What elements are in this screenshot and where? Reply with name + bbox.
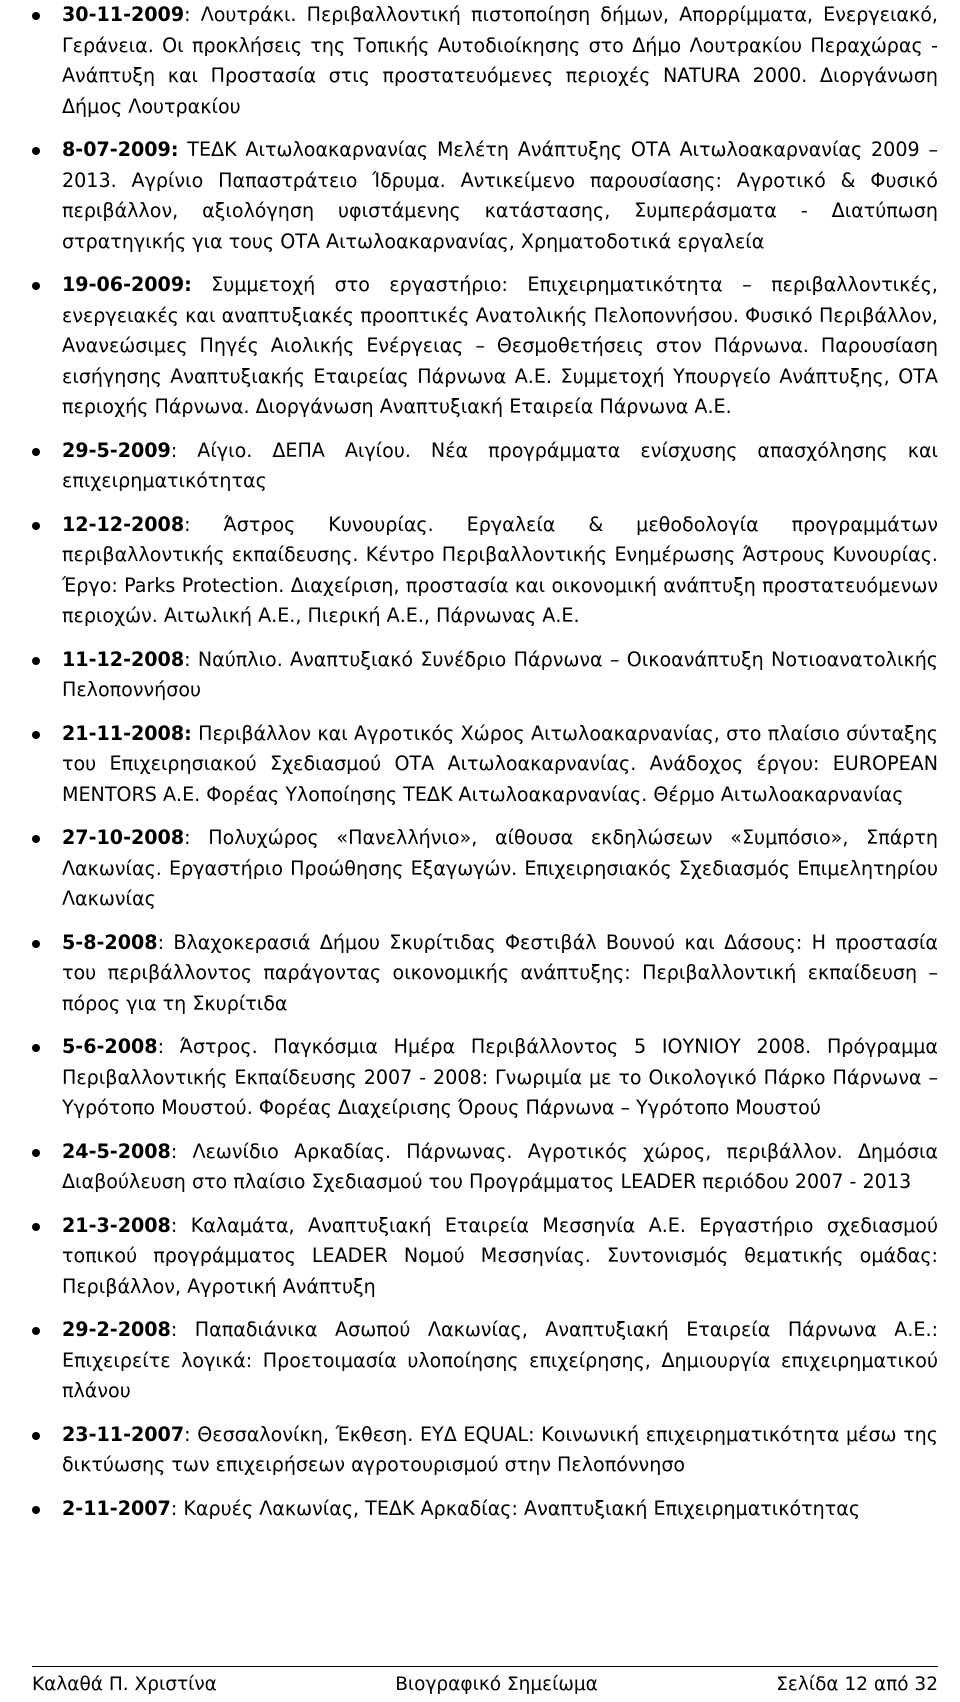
list-item — [32, 645, 938, 706]
footer-page-number: Σελίδα 12 από 32 — [776, 1674, 938, 1695]
entry-description: Συμμετοχή στο εργαστήριο: Επιχειρηματικότητα – περιβαλλοντικές, ενεργειακές και αναπτυξιακές προοπτικές Ανατολικής Πελοποννήσου. Φυσικό Περιβάλλον, Ανανεώσιμες Πηγές Αιολικής Ενέργειας – Θεσμοθετήσεις στον Πάρνωνα. Παρουσίαση εισήγησης Αναπτυξιακής Εταιρείας Πάρνωνα Α.Ε. Συμμετοχή Υπουργείο Ανάπτυξης, ΟΤΑ περιοχής Πάρνωνα. Διοργάνωση Αναπτυξιακή Εταιρεία Πάρνωνα Α.Ε. — [62, 273, 938, 418]
entry-description: : Λεωνίδιο Αρκαδίας. Πάρνωνας. Αγροτικός χώρος, περιβάλλον. Δημόσια Διαβούλευση στο πλαίσιο Σχεδιασμού του Προγράμματος LEADER περιόδου 2007 - 2013 — [62, 1139, 938, 1193]
entry-description: : Αίγιο. ΔΕΠΑ Αιγίου. Νέα προγράμματα ενίσχυσης απασχόλησης και επιχειρηματικότητας — [62, 438, 938, 492]
bullet-icon — [32, 147, 40, 155]
entry-date: 8-07-2009: — [62, 138, 179, 161]
entry-date: 30-11-2009 — [62, 3, 185, 26]
entry-date: 5-6-2008 — [62, 1035, 158, 1058]
bullet-icon — [32, 1044, 40, 1052]
footer-author: Καλαθά Π. Χριστίνα — [32, 1674, 217, 1695]
entry-date: 27-10-2008 — [62, 826, 185, 849]
entry-description: : Θεσσαλονίκη, Έκθεση. ΕΥΔ EQUAL: Κοινωνική επιχειρηματικότητα μέσω της δικτύωσης των επιχειρήσεων αγροτουρισμού στην Πελοπόννησο — [62, 1422, 938, 1476]
bullet-icon — [32, 835, 40, 843]
entry-date: 24-5-2008 — [62, 1139, 171, 1163]
page-footer — [32, 1666, 938, 1697]
list-item — [32, 1494, 938, 1525]
entry-date: 21-11-2008: — [62, 721, 192, 745]
entry-description: : Άστρος Κυνουρίας. Εργαλεία & μεθοδολογία προγραμμάτων περιβαλλοντικής εκπαίδευσης. Κέντρο Περιβαλλοντικής Ενημέρωσης Άστρους Κυνουρίας. Έργο: Parks Protection. Διαχείριση, προστασία και οικονομική ανάπτυξη προστατευόμενων περιοχών. Αιτωλική Α.Ε., Πιερική Α.Ε., Πάρνωνας Α.Ε. — [62, 512, 938, 627]
bullet-icon — [32, 657, 40, 665]
list-item — [32, 135, 938, 257]
entry-description: : Καλαμάτα, Αναπτυξιακή Εταιρεία Μεσσηνία Α.Ε. Εργαστήριο σχεδιασμού τοπικού προγράμματος LEADER Νομού Μεσσηνίας. Συντονισμός θεματικής ομάδας: Περιβάλλον, Αγροτική Ανάπτυξη — [62, 1213, 938, 1298]
entry-description: : Καρυές Λακωνίας, ΤΕΔΚ Αρκαδίας: Αναπτυξιακή Επιχειρηματικότητας — [170, 1496, 861, 1520]
list-item — [32, 823, 938, 915]
entry-description: : Παπαδιάνικα Ασωπού Λακωνίας, Αναπτυξιακή Εταιρεία Πάρνωνα Α.Ε.: Επιχειρείτε λογικά: Προετοιμασία υλοποίησης επιχείρησης, Δημιουργία επιχειρηματικού πλάνου — [62, 1318, 938, 1402]
bullet-icon — [32, 940, 40, 948]
entry-date: 29-5-2009 — [62, 438, 171, 462]
document-body — [32, 0, 938, 1537]
list-item — [32, 510, 938, 632]
entry-date: 12-12-2008 — [62, 512, 185, 536]
entry-date: 5-8-2008 — [62, 930, 158, 954]
list-item — [32, 1315, 938, 1407]
list-item — [32, 1211, 938, 1303]
entry-date: 23-11-2007 — [62, 1422, 185, 1446]
entry-description: : Άστρος. Παγκόσμια Ημέρα Περιβάλλοντος 5 ΙΟΥΝΙΟΥ 2008. Πρόγραμμα Περιβαλλοντικής Εκπαίδευσης 2007 - 2008: Γνωριμία με το Οικολογικό Πάρκο Πάρνωνα – Υγρότοπο Μουστού. Φορέας Διαχείρισης Όρους Πάρνωνα – Υγρότοπο Μουστού — [62, 1035, 938, 1119]
entry-date: 29-2-2008 — [62, 1318, 171, 1341]
list-item — [32, 1420, 938, 1481]
list-item — [32, 719, 938, 811]
entry-date: 2-11-2007 — [62, 1496, 171, 1520]
entry-description: : Βλαχοκερασιά Δήμου Σκυρίτιδας Φεστιβάλ Βουνού και Δάσους: Η προστασία του περιβάλλοντος παράγοντας οικονομικής ανάπτυξης: Περιβαλλοντική εκπαίδευση – πόρος για τη Σκυρίτιδα — [62, 930, 938, 1015]
list-item — [32, 270, 938, 423]
list-item — [32, 0, 938, 122]
bullet-icon — [32, 1432, 40, 1440]
bullet-icon — [32, 1149, 40, 1157]
entry-list — [32, 0, 938, 1524]
bullet-icon — [32, 1327, 40, 1335]
bullet-icon — [32, 1223, 40, 1231]
bullet-icon — [32, 731, 40, 739]
entry-date: 11-12-2008 — [62, 647, 185, 671]
bullet-icon — [32, 12, 40, 20]
bullet-icon — [32, 282, 40, 290]
entry-description: : Λουτράκι. Περιβαλλοντική πιστοποίηση δήμων, Απορρίμματα, Ενεργειακό, Γεράνεια. Οι προκλήσεις της Τοπικής Αυτοδιοίκησης στο Δήμο Λουτρακίου Περαχώρας - Ανάπτυξη και Προστασία στις προστατευόμενες περιοχές NATURA 2000. Διοργάνωση Δήμος Λουτρακίου — [62, 3, 938, 118]
bullet-icon — [32, 448, 40, 456]
list-item — [32, 436, 938, 497]
list-item — [32, 928, 938, 1020]
list-item — [32, 1137, 938, 1198]
entry-description: : Ναύπλιο. Αναπτυξιακό Συνέδριο Πάρνωνα – Οικοανάπτυξη Νοτιοανατολικής Πελοποννήσου — [62, 647, 938, 701]
footer-title: Βιογραφικό Σημείωμα — [395, 1674, 598, 1695]
entry-description: ΤΕΔΚ Αιτωλοακαρνανίας Μελέτη Ανάπτυξης ΟΤΑ Αιτωλοακαρνανίας 2009 – 2013. Αγρίνιο Παπαστράτειο Ίδρυμα. Αντικείμενο παρουσίασης: Αγροτικό & Φυσικό περιβάλλον, αξιολόγηση υφιστάμενης κατάστασης, Συμπεράσματα - Διατύπωση στρατηγικής για τους ΟΤΑ Αιτωλοακαρνανίας, Χρηματοδοτικά εργαλεία — [62, 138, 938, 253]
bullet-icon — [32, 522, 40, 530]
entry-date: 21-3-2008 — [62, 1213, 171, 1237]
entry-date: 19-06-2009: — [62, 273, 192, 296]
bullet-icon — [32, 1506, 40, 1514]
entry-description: Περιβάλλον και Αγροτικός Χώρος Αιτωλοακαρνανίας, στο πλαίσιο σύνταξης του Επιχειρησιακού Σχεδιασμού ΟΤΑ Αιτωλοακαρνανίας. Ανάδοχος έργου: EUROPEAN MENTORS Α.Ε. Φορέας Υλοποίησης ΤΕΔΚ Αιτωλοακαρνανίας. Θέρμο Αιτωλοακαρνανίας — [62, 721, 938, 806]
entry-description: : Πολυχώρος «Πανελλήνιο», αίθουσα εκδηλώσεων «Συμπόσιο», Σπάρτη Λακωνίας. Εργαστήριο Προώθησης Εξαγωγών. Επιχειρησιακός Σχεδιασμός Επιμελητηρίου Λακωνίας — [62, 826, 938, 910]
list-item — [32, 1032, 938, 1124]
